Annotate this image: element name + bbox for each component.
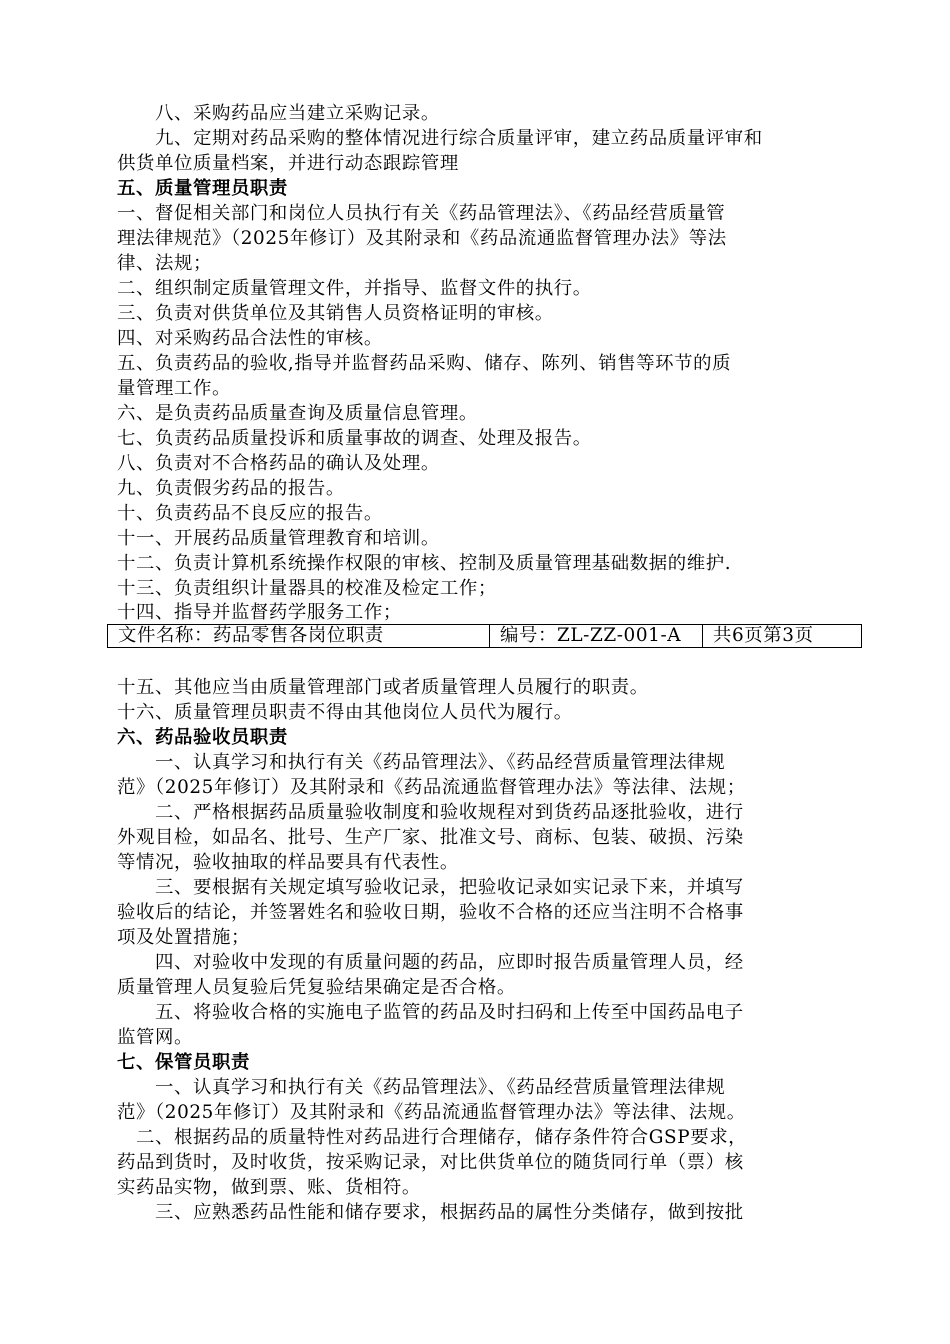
text-line: 九、定期对药品采购的整体情况进行综合质量评审，建立药品质量评审和 (117, 128, 763, 149)
text-line: 二、组织制定质量管理文件，并指导、监督文件的执行。 (117, 278, 592, 299)
text-line: 四、对验收中发现的有质量问题的药品，应即时报告质量管理人员，经 (117, 952, 744, 973)
text-line: 一、认真学习和执行有关《药品管理法》、《药品经营质量管理法律规 (117, 752, 726, 773)
section-heading: 七、保管员职责 (117, 1052, 250, 1073)
text-line: 一、认真学习和执行有关《药品管理法》、《药品经营质量管理法律规 (117, 1077, 726, 1098)
footer-file-name: 文件名称：药品零售各岗位职责 (108, 625, 490, 647)
text-line: 项及处置措施； (117, 927, 250, 948)
text-line: 八、负责对不合格药品的确认及处理。 (117, 453, 440, 474)
text-line: 十六、质量管理员职责不得由其他岗位人员代为履行。 (117, 702, 573, 723)
text-line: 九、负责假劣药品的报告。 (117, 478, 345, 499)
text-line: 验收后的结论，并签署姓名和验收日期，验收不合格的还应当注明不合格事 (117, 902, 744, 923)
text-line: 一、督促相关部门和岗位人员执行有关《药品管理法》、《药品经营质量管 (117, 203, 726, 224)
text-line: 十四、指导并监督药学服务工作； (117, 602, 402, 623)
text-line: 三、应熟悉药品性能和储存要求，根据药品的属性分类储存，做到按批 (117, 1202, 744, 1223)
section-heading: 五、质量管理员职责 (117, 178, 288, 199)
text-line: 五、负责药品的验收,指导并监督药品采购、储存、陈列、销售等环节的质 (117, 353, 732, 374)
text-line: 监管网。 (117, 1027, 193, 1048)
text-line: 外观目检，如品名、批号、生产厂家、批准文号、商标、包装、破损、污染 (117, 827, 744, 848)
text-line: 十、负责药品不良反应的报告。 (117, 503, 383, 524)
text-line: 七、负责药品质量投诉和质量事故的调查、处理及报告。 (117, 428, 592, 449)
text-line: 药品到货时，及时收货，按采购记录，对比供货单位的随货同行单（票）核 (117, 1152, 744, 1173)
text-line: 十三、负责组织计量器具的校准及检定工作； (117, 578, 497, 599)
text-line: 范》（2025年修订）及其附录和《药品流通监督管理办法》等法律、法规。 (117, 1102, 746, 1123)
text-line: 律、法规； (117, 253, 212, 274)
text-line: 二、严格根据药品质量验收制度和验收规程对到货药品逐批验收，进行 (117, 802, 744, 823)
text-line: 八、采购药品应当建立采购记录。 (117, 103, 440, 124)
text-line: 三、要根据有关规定填写验收记录，把验收记录如实记录下来，并填写 (117, 877, 744, 898)
text-line: 实药品实物，做到票、账、货相符。 (117, 1177, 421, 1198)
text-line: 十一、开展药品质量管理教育和培训。 (117, 528, 440, 549)
footer-code: 编号：ZL-ZZ-001-A (490, 625, 703, 647)
text-line: 四、对采购药品合法性的审核。 (117, 328, 383, 349)
page-footer-table (107, 624, 862, 648)
text-line: 十二、负责计算机系统操作权限的审核、控制及质量管理基础数据的维护. (117, 553, 732, 574)
text-line: 六、是负责药品质量查询及质量信息管理。 (117, 403, 478, 424)
text-line: 二、根据药品的质量特性对药品进行合理储存，储存条件符合GSP要求， (117, 1127, 748, 1148)
text-line: 等情况，验收抽取的样品要具有代表性。 (117, 852, 459, 873)
text-line: 十五、其他应当由质量管理部门或者质量管理人员履行的职责。 (117, 677, 649, 698)
text-line: 范》（2025年修订）及其附录和《药品流通监督管理办法》等法律、法规； (117, 777, 746, 798)
text-line: 量管理工作。 (117, 378, 231, 399)
text-line: 三、负责对供货单位及其销售人员资格证明的审核。 (117, 303, 554, 324)
footer-page-count: 共6页第3页 (713, 625, 814, 646)
text-line: 质量管理人员复验后凭复验结果确定是否合格。 (117, 977, 516, 998)
section-heading: 六、药品验收员职责 (117, 727, 288, 748)
text-line: 供货单位质量档案，并进行动态跟踪管理 (117, 153, 459, 174)
text-line: 理法律规范》（2025年修订）及其附录和《药品流通监督管理办法》等法 (117, 228, 727, 249)
text-line: 五、将验收合格的实施电子监管的药品及时扫码和上传至中国药品电子 (117, 1002, 744, 1023)
